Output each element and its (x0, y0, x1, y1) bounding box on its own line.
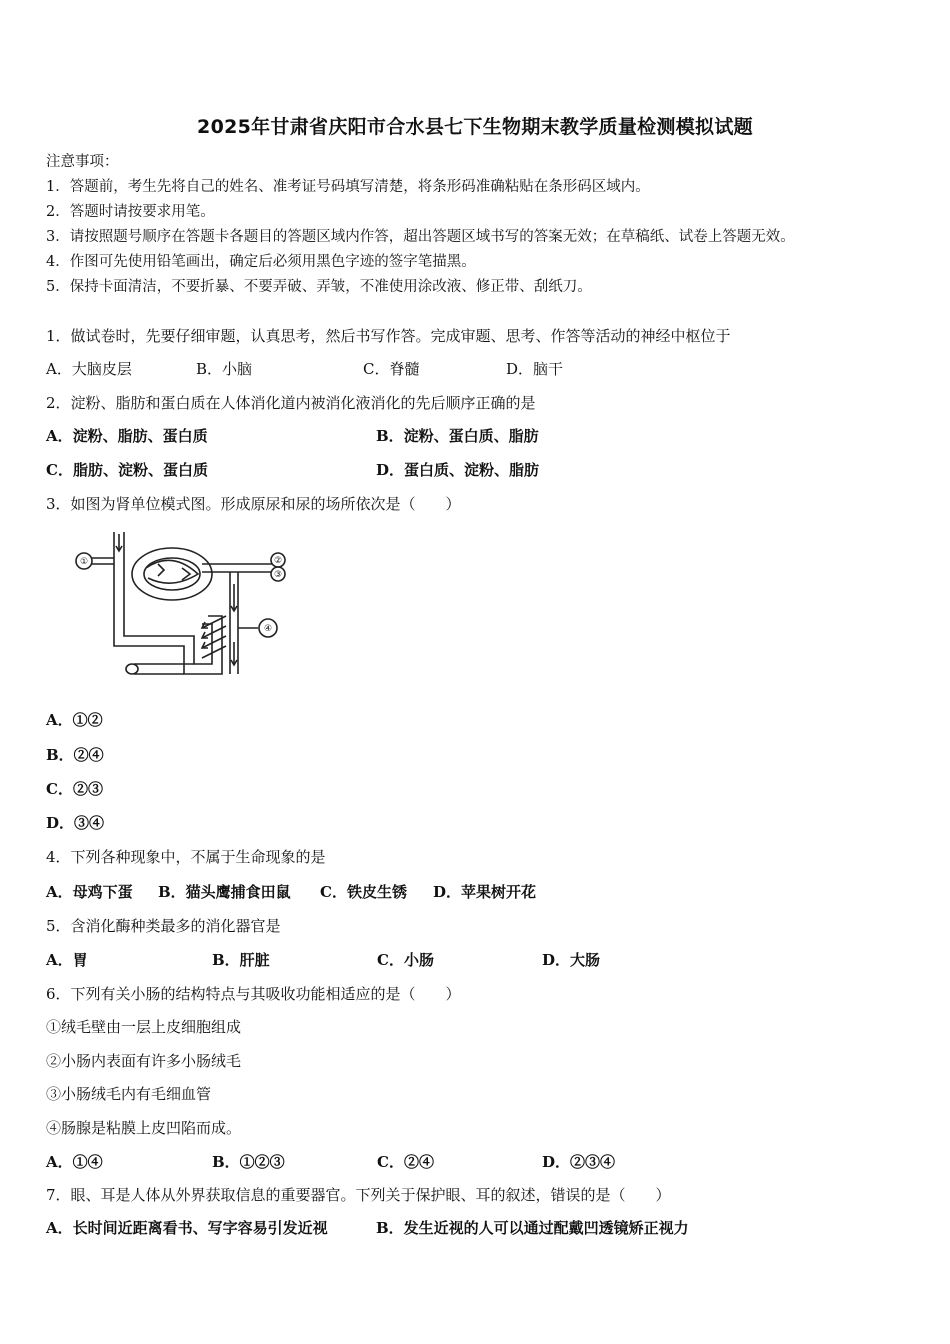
q2-option-c: C．脂肪、淀粉、蛋白质 (46, 461, 208, 479)
q5-option-b: B．肝脏 (212, 951, 270, 969)
q2-option-b: B．淀粉、蛋白质、脂肪 (376, 427, 539, 445)
q6-statement: ③小肠绒毛内有毛细血管 (46, 1085, 212, 1103)
question-5-stem: 5．含消化酶种类最多的消化器官是 (46, 917, 281, 935)
question-4-stem: 4．下列各种现象中，不属于生命现象的是 (46, 848, 326, 866)
q3-option-c: C．②③ (46, 780, 103, 798)
q4-option-a: A．母鸡下蛋 (46, 883, 133, 901)
q3-option-d: D．③④ (46, 814, 105, 832)
diagram-label-2: ② (273, 556, 283, 566)
q6-option-d: D．②③④ (542, 1153, 616, 1171)
q6-statement: ①绒毛壁由一层上皮细胞组成 (46, 1018, 242, 1036)
q3-option-a: A．①② (46, 711, 103, 729)
notice-item: 1．答题前，考生先将自己的姓名、准考证号码填写清楚，将条形码准确粘贴在条形码区域内。 (46, 179, 650, 195)
q2-option-a: A．淀粉、脂肪、蛋白质 (46, 427, 208, 445)
q7-option-b: B．发生近视的人可以通过配戴凹透镜矫正视力 (376, 1219, 689, 1237)
question-6-stem: 6．下列有关小肠的结构特点与其吸收功能相适应的是（ ） (46, 985, 461, 1003)
q4-option-b: B．猫头鹰捕食田鼠 (158, 883, 291, 901)
question-7-stem: 7．眼、耳是人体从外界获取信息的重要器官。下列关于保护眼、耳的叙述，错误的是（ ） (46, 1186, 671, 1204)
q2-option-d: D．蛋白质、淀粉、脂肪 (376, 461, 540, 479)
q6-option-a: A．①④ (46, 1153, 103, 1171)
diagram-label-3: ③ (273, 570, 283, 580)
q5-option-d: D．大肠 (542, 951, 601, 969)
page-title: 2025年甘肃省庆阳市合水县七下生物期末教学质量检测模拟试题 (197, 116, 753, 138)
q1-option-c: C．脊髓 (363, 360, 420, 378)
nephron-diagram (62, 524, 294, 684)
q4-option-c: C．铁皮生锈 (320, 883, 407, 901)
q1-option-d: D．脑干 (506, 360, 564, 378)
notice-item: 3．请按照题号顺序在答题卡各题目的答题区域内作答，超出答题区域书写的答案无效；在草稿纸、试卷上答题无效。 (46, 229, 795, 245)
notice-item: 4．作图可先使用铅笔画出，确定后必须用黑色字迹的签字笔描黑。 (46, 254, 476, 270)
q6-option-b: B．①②③ (212, 1153, 285, 1171)
q1-option-b: B．小脑 (196, 360, 253, 378)
q7-option-a: A．长时间近距离看书、写字容易引发近视 (46, 1219, 328, 1237)
diagram-label-4: ④ (263, 624, 273, 634)
q6-statement: ②小肠内表面有许多小肠绒毛 (46, 1052, 242, 1070)
q1-option-a: A．大脑皮层 (46, 360, 132, 378)
q5-option-c: C．小肠 (377, 951, 434, 969)
q4-option-d: D．苹果树开花 (433, 883, 537, 901)
question-2-stem: 2．淀粉、脂肪和蛋白质在人体消化道内被消化液消化的先后顺序正确的是 (46, 394, 536, 412)
q6-statement: ④肠腺是粘膜上皮凹陷而成。 (46, 1119, 242, 1137)
question-1-stem: 1．做试卷时，先要仔细审题，认真思考，然后书写作答。完成审题、思考、作答等活动的神经中枢位于 (46, 327, 731, 345)
diagram-label-1: ① (79, 557, 89, 567)
notice-heading: 注意事项： (46, 154, 119, 170)
q3-option-b: B．②④ (46, 746, 104, 764)
q5-option-a: A．胃 (46, 951, 88, 969)
notice-item: 2．答题时请按要求用笔。 (46, 204, 215, 220)
notice-item: 5．保持卡面清洁，不要折暴、不要弄破、弄皱，不准使用涂改液、修正带、刮纸刀。 (46, 279, 592, 295)
q6-option-c: C．②④ (377, 1153, 434, 1171)
question-3-stem: 3．如图为肾单位模式图。形成原尿和尿的场所依次是（ ） (46, 495, 461, 513)
